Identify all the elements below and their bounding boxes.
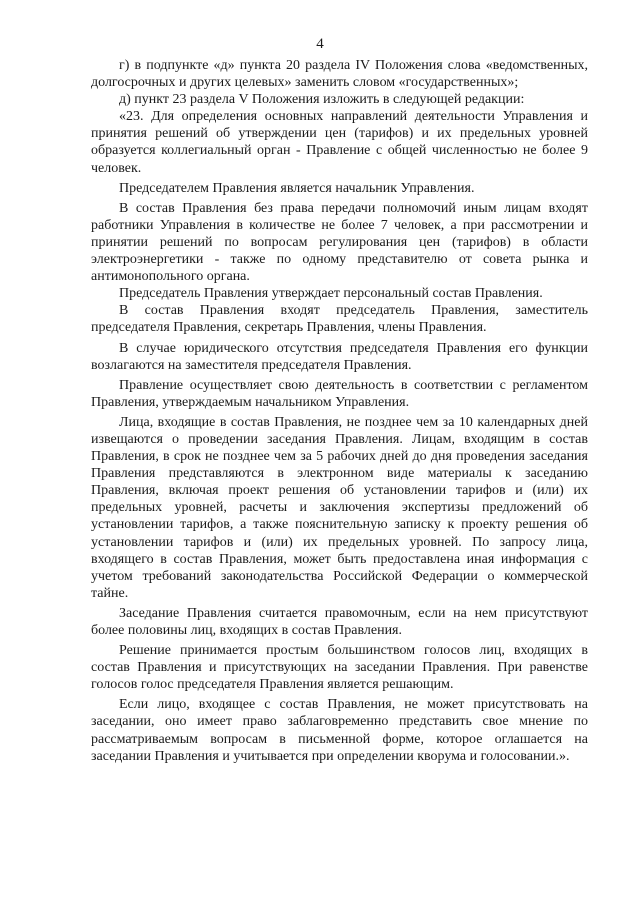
paragraph-notification: Лица, входящие в состав Правления, не позднее чем за 10 календарных дней извещаются о проведении заседания Правления. Лицам, входящим в состав Правления, в срок не позднее чем за 5 рабочих дней до дня проведения заседания Правления представляются в электронном виде материалы к заседанию Правления, включая проект решения об установлении тарифов и (или) их предельных уровней, расчеты и заключения экспертизы предложений об установлении тарифов, а также пояснительную записку к проекту решения об установлении тарифов и (или) их предельных уровней. По запросу лица, входящего в состав Правления, может быть предоставлена иная информация с учетом требований законодательства Российской Федерации о коммерческой тайне. (91, 414, 588, 601)
paragraph-quorum: Заседание Правления считается правомочным, если на нем присутствуют более половины лиц, входящих в состав Правления. (91, 605, 588, 638)
paragraph-chairman: Председателем Правления является начальник Управления. (119, 180, 475, 196)
document-body (91, 57, 588, 765)
paragraph-subitem-g: г) в подпункте «д» пункта 20 раздела IV Положения слова «ведомственных, долгосрочных и других целевых» заменить словом «государственных»; (91, 58, 588, 91)
paragraph-regulations: Правление осуществляет свою деятельность в соответствии с регламентом Правления, утверждаемым начальником Управления. (91, 377, 588, 410)
page-number: 4 (316, 36, 324, 52)
paragraph-board-members: В состав Правления входят председатель Правления, заместитель председателя Правления, секретарь Правления, члены Правления. (91, 303, 588, 336)
paragraph-item-23: «23. Для определения основных направлений деятельности Управления и принятия решений об утверждении цен (тарифов) и их предельных уровней образуется коллегиальный орган - Правление с общей численностью не более 9 человек. (91, 109, 588, 176)
paragraph-subitem-d: д) пункт 23 раздела V Положения изложить в следующей редакции: (119, 92, 525, 108)
paragraph-absence: В случае юридического отсутствия председателя Правления его функции возлагаются на заместителя председателя Правления. (91, 340, 588, 373)
paragraph-personal-composition: Председатель Правления утверждает персональный состав Правления. (119, 286, 543, 302)
paragraph-written-opinion: Если лицо, входящее с состав Правления, не может присутствовать на заседании, оно имеет право заблаговременно представить свое мнение по рассматриваемым вопросам в письменной форме, которое оглашается на заседании Правления и учитывается при определении кворума и голосовании.». (91, 697, 588, 764)
paragraph-voting: Решение принимается простым большинством голосов лиц, входящих в состав Правления и присутствующих на заседании Правления. При равенстве голосов голос председателя Правления является решающим. (91, 643, 588, 693)
paragraph-board-composition: В состав Правления без права передачи полномочий иным лицам входят работники Управления в количестве не более 7 человек, а при рассмотрении и принятии решений по вопросам регулирования цен (тарифов) в области электроэнергетики - также по одному представителю от совета рынка и антимонопольного органа. (91, 200, 588, 285)
